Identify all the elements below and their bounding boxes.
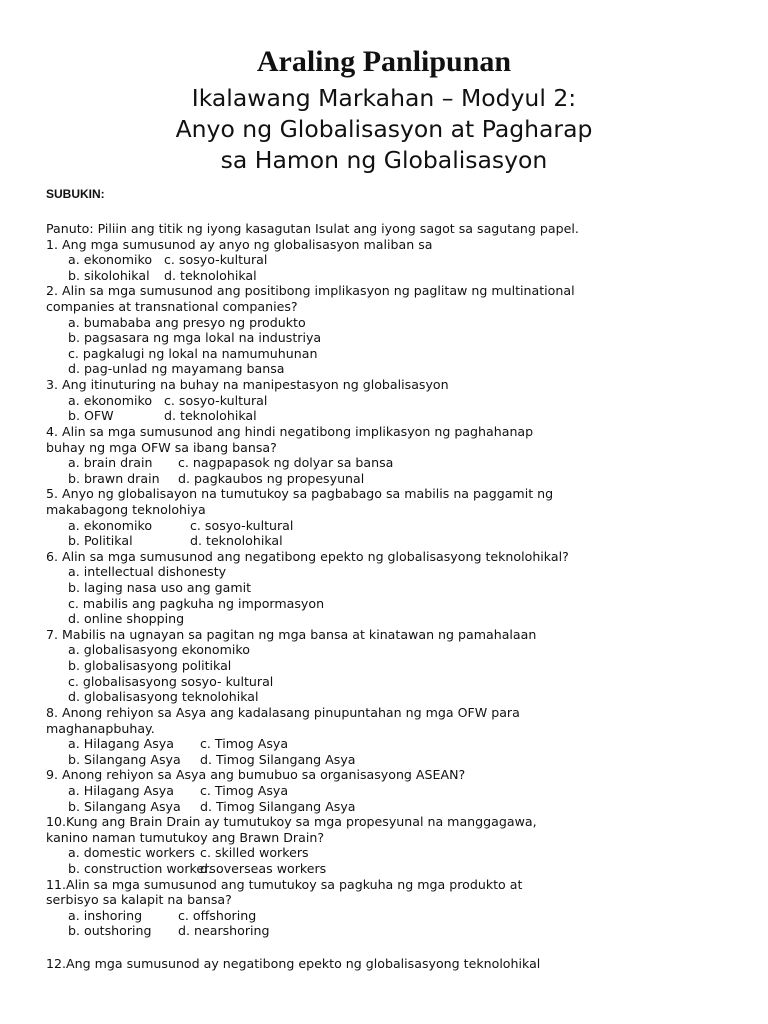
option-c: c. offshoring	[178, 907, 257, 923]
option-b: b. construction workers	[68, 860, 216, 876]
document-subtitle-line-1: Ikalawang Markahan – Modyul 2:	[191, 84, 577, 112]
document-subtitle-line-3: sa Hamon ng Globalisasyon	[220, 146, 548, 174]
option-d: d. Timog Silangang Asya	[200, 751, 356, 767]
question-2-text: 2. Alin sa mga sumusunod ang positibong implikasyon ng paglitaw ng multinational	[46, 283, 575, 299]
question-7-option-d: d. globalisasyong teknolohikal	[68, 689, 259, 705]
question-5-options-row	[46, 518, 746, 534]
document-subtitle-line-2: Anyo ng Globalisasyon at Pagharap	[175, 115, 593, 143]
question-6-option-c: c. mabilis ang pagkuha ng impormasyon	[68, 595, 325, 611]
question-11-text: 11.Alin sa mga sumusunod ang tumutukoy sa pagkuha ng mga produkto at	[46, 876, 523, 892]
question-1-options-row	[46, 268, 746, 284]
option-c: c. sosyo-kultural	[190, 517, 294, 533]
option-d: d. teknolohikal	[164, 408, 257, 424]
question-9-text: 9. Anong rehiyon sa Asya ang bumubuo sa organisasyong ASEAN?	[46, 767, 466, 783]
option-d: d. pagkaubos ng propesyunal	[178, 470, 365, 486]
question-10-text: 10.Kung ang Brain Drain ay tumutukoy sa mga propesyunal na manggagawa,	[46, 814, 537, 830]
option-b: b. Politikal	[68, 533, 133, 549]
question-5-text: 5. Anyo ng globalisayon na tumutukoy sa pagbabago sa mabilis na paggamit ng	[46, 486, 554, 502]
option-b: b. brawn drain	[68, 470, 160, 486]
option-d: d. teknolohikal	[190, 533, 283, 549]
question-8-text: maghanapbuhay.	[46, 720, 155, 736]
question-11-text: serbisyo sa kalapit na bansa?	[46, 892, 232, 908]
question-6-option-b: b. laging nasa uso ang gamit	[68, 580, 252, 596]
option-b: b. Silangang Asya	[68, 751, 181, 767]
question-10-options-row	[46, 845, 746, 861]
option-d: d. nearshoring	[178, 923, 270, 939]
question-2-option-b: b. pagsasara ng mga lokal na industriya	[68, 330, 322, 346]
question-8-options-row	[46, 752, 746, 768]
option-a: a. ekonomiko	[68, 252, 153, 268]
question-9-options-row	[46, 783, 746, 799]
question-4-options-row	[46, 455, 746, 471]
option-a: a. Hilagang Asya	[68, 782, 174, 798]
option-c: c. Timog Asya	[200, 782, 289, 798]
option-b: b. outshoring	[68, 923, 152, 939]
option-d: d. teknolohikal	[164, 267, 257, 283]
option-c: c. sosyo-kultural	[164, 392, 268, 408]
question-6-option-a: a. intellectual dishonesty	[68, 564, 227, 580]
question-4-text: buhay ng mga OFW sa ibang bansa?	[46, 439, 277, 455]
question-12-text: 12.Ang mga sumusunod ay negatibong epekto ng globalisasyong teknolohikal	[46, 956, 541, 972]
question-2-option-c: c. pagkalugi ng lokal na namumuhunan	[68, 345, 318, 361]
question-7-option-b: b. globalisasyong politikal	[68, 658, 232, 674]
option-c: c. skilled workers	[200, 845, 309, 861]
question-5-options-row	[46, 533, 746, 549]
option-d: d. Timog Silangang Asya	[200, 798, 356, 814]
question-5-text: makabagong teknolohiya	[46, 501, 206, 517]
question-3-options-row	[46, 393, 746, 409]
option-b: b. sikolohikal	[68, 267, 150, 283]
question-10-text: kanino naman tumutukoy ang Brawn Drain?	[46, 829, 324, 845]
option-a: a. ekonomiko	[68, 392, 153, 408]
question-7-option-c: c. globalisasyong sosyo- kultural	[68, 673, 274, 689]
quiz-body	[46, 221, 746, 972]
question-1-options-row	[46, 252, 746, 268]
question-6-option-d: d. online shopping	[68, 611, 185, 627]
option-b: b. OFW	[68, 408, 114, 424]
option-a: a. inshoring	[68, 907, 143, 923]
option-a: a. ekonomiko	[68, 517, 153, 533]
question-9-options-row	[46, 799, 746, 815]
blank-spacer	[46, 939, 746, 956]
question-3-options-row	[46, 408, 746, 424]
instructions: Panuto: Piliin ang titik ng iyong kasagutan Isulat ang iyong sagot sa sagutang papel.	[46, 221, 579, 236]
question-3-text: 3. Ang itinuturing na buhay na manipestasyon ng globalisasyon	[46, 377, 449, 393]
section-label: SUBUKIN:	[46, 187, 105, 201]
option-c: c. nagpapasok ng dolyar sa bansa	[178, 455, 394, 471]
option-b: b. Silangang Asya	[68, 798, 181, 814]
option-a: a. domestic workers	[68, 845, 195, 861]
option-a: a. Hilagang Asya	[68, 736, 174, 752]
question-2-option-d: d. pag-unlad ng mayamang bansa	[68, 361, 285, 377]
option-a: a. brain drain	[68, 455, 153, 471]
question-4-text: 4. Alin sa mga sumusunod ang hindi negatibong implikasyon ng paghahanap	[46, 423, 534, 439]
question-8-options-row	[46, 736, 746, 752]
question-8-text: 8. Anong rehiyon sa Asya ang kadalasang pinupuntahan ng mga OFW para	[46, 704, 520, 720]
question-10-options-row	[46, 861, 746, 877]
question-6-text: 6. Alin sa mga sumusunod ang negatibong epekto ng globalisasyong teknolohikal?	[46, 548, 569, 564]
question-7-option-a: a. globalisasyong ekonomiko	[68, 642, 250, 658]
option-c: c. Timog Asya	[200, 736, 289, 752]
question-2-text: companies at transnational companies?	[46, 299, 298, 315]
question-7-text: 7. Mabilis na ugnayan sa pagitan ng mga bansa at kinatawan ng pamahalaan	[46, 626, 537, 642]
question-11-options-row	[46, 923, 746, 939]
question-11-options-row	[46, 908, 746, 924]
question-4-options-row	[46, 471, 746, 487]
question-1-text: 1. Ang mga sumusunod ay anyo ng globalisasyon maliban sa	[46, 236, 433, 252]
question-2-option-a: a. bumababa ang presyo ng produkto	[68, 314, 306, 330]
option-c: c. sosyo-kultural	[164, 252, 268, 268]
option-d: d. overseas workers	[200, 860, 327, 876]
document-title: Araling Panlipunan	[256, 45, 512, 78]
